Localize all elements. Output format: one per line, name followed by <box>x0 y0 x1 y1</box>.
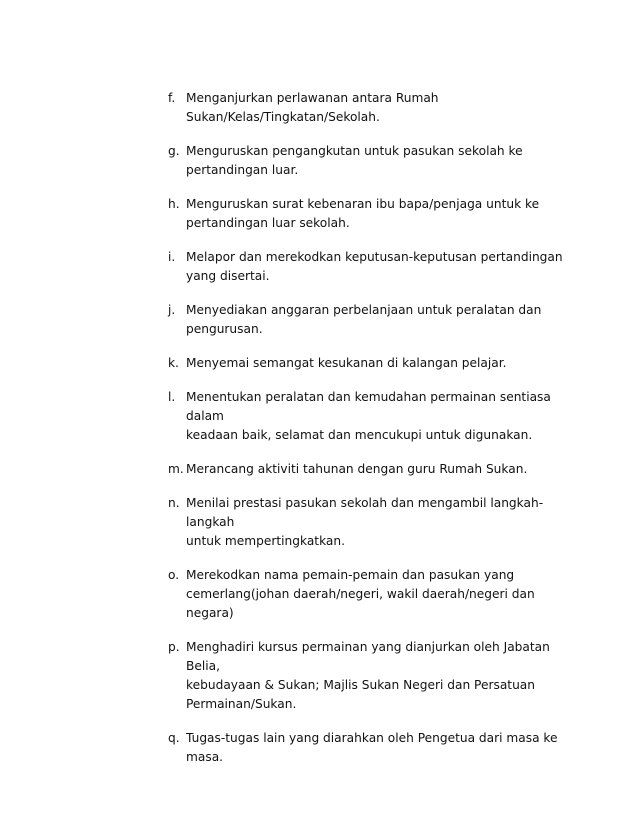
list-item <box>168 142 568 180</box>
list-item-marker: o. <box>168 568 180 582</box>
list-item-marker: k. <box>168 356 179 370</box>
list-item-marker: g. <box>168 144 180 158</box>
list-item-text: Menyemai semangat kesukanan di kalangan pelajar. <box>186 356 507 370</box>
list-item <box>168 638 568 714</box>
list-item <box>168 354 568 373</box>
list-item-marker: p. <box>168 640 180 654</box>
list-item-text: Menguruskan pengangkutan untuk pasukan sekolah ke pertandingan luar. <box>186 144 523 177</box>
list-item-text: Melapor dan merekodkan keputusan-keputusan pertandingan yang disertai. <box>186 250 563 283</box>
list-item <box>168 388 568 445</box>
list-item-marker: q. <box>168 731 180 745</box>
list-item-text: Menganjurkan perlawanan antara Rumah Sukan/Kelas/Tingkatan/Sekolah. <box>186 91 439 124</box>
list-item <box>168 89 568 127</box>
list-item <box>168 301 568 339</box>
list-item <box>168 494 568 551</box>
list-item-marker: j. <box>168 303 176 317</box>
list-item-marker: f. <box>168 91 176 105</box>
list-item-marker: l. <box>168 390 176 404</box>
list-item-text: Menentukan peralatan dan kemudahan permainan sentiasa dalam keadaan baik, selamat dan mencukupi untuk digunakan. <box>186 390 551 442</box>
list-item <box>168 566 568 623</box>
list-item-text: Merekodkan nama pemain-pemain dan pasukan yang cemerlang(johan daerah/negeri, wakil daerah/negeri dan negara) <box>186 568 535 620</box>
list-item-text: Menguruskan surat kebenaran ibu bapa/penjaga untuk ke pertandingan luar sekolah. <box>186 197 540 230</box>
list-item-text: Menilai prestasi pasukan sekolah dan mengambil langkah-langkah untuk mempertingkatkan. <box>186 496 544 548</box>
list-item-marker: n. <box>168 496 180 510</box>
list-item <box>168 460 568 479</box>
list-item <box>168 248 568 286</box>
duties-list <box>168 89 568 782</box>
list-item <box>168 729 568 767</box>
list-item-marker: h. <box>168 197 180 211</box>
list-item-text: Menghadiri kursus permainan yang dianjurkan oleh Jabatan Belia, kebudayaan & Sukan; Majlis Sukan Negeri dan Persatuan Permainan/Sukan. <box>186 640 550 711</box>
list-item-marker: m. <box>168 462 184 476</box>
list-item-marker: i. <box>168 250 176 264</box>
list-item-text: Menyediakan anggaran perbelanjaan untuk peralatan dan pengurusan. <box>186 303 542 336</box>
list-item-text: Tugas-tugas lain yang diarahkan oleh Pengetua dari masa ke masa. <box>186 731 558 764</box>
list-item-text: Merancang aktiviti tahunan dengan guru Rumah Sukan. <box>186 462 528 476</box>
list-item <box>168 195 568 233</box>
